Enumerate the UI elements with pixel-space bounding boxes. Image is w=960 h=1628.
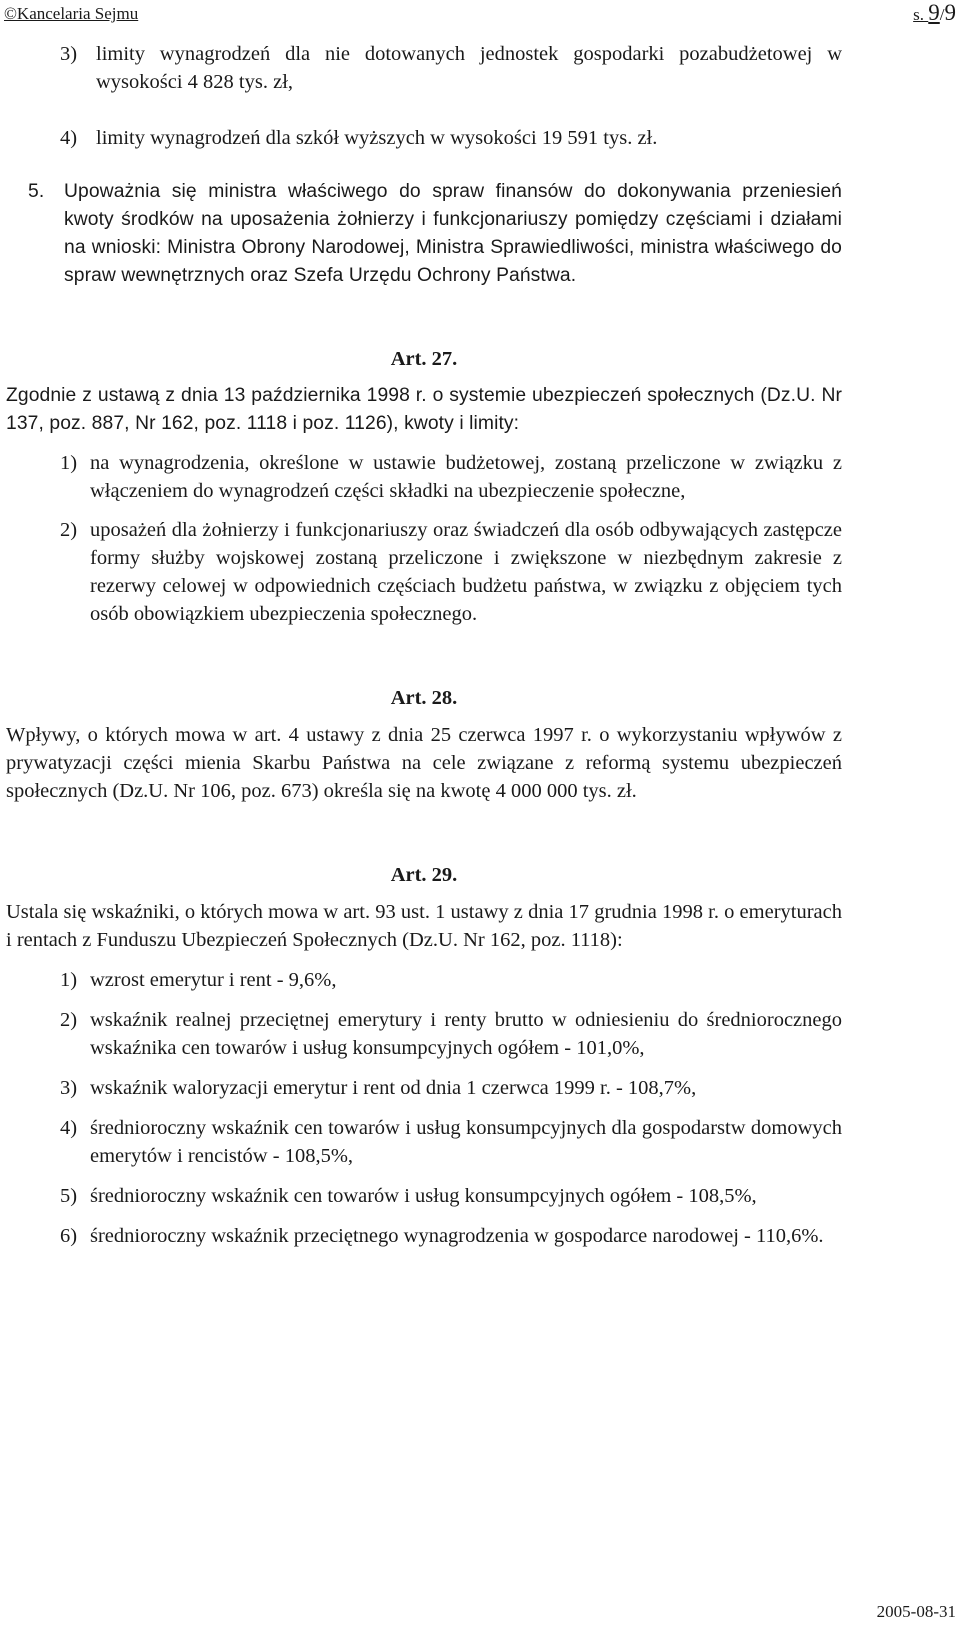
list-item bbox=[60, 1222, 842, 1250]
list-item bbox=[60, 1074, 842, 1102]
list-item-text: wzrost emerytur i rent - 9,6%, bbox=[90, 969, 337, 991]
footer-date: 2005-08-31 bbox=[876, 1602, 956, 1621]
list-item bbox=[60, 449, 842, 505]
list-item-number: 3) bbox=[60, 1077, 78, 1099]
paragraph-5 bbox=[6, 178, 842, 290]
page-separator: / bbox=[939, 5, 945, 24]
list-item-number: 3) bbox=[60, 43, 78, 65]
list-item-text: limity wynagrodzeń dla nie dotowanych jednostek gospodarki pozabudżetowej w wysokości 4 828 tys. zł, bbox=[96, 43, 842, 93]
list-item-text: średnioroczny wskaźnik cen towarów i usług konsumpcyjnych ogółem - 108,5%, bbox=[90, 1185, 757, 1207]
list-item-number: 5) bbox=[60, 1185, 78, 1207]
list-item bbox=[60, 1114, 842, 1170]
article-intro: Zgodnie z ustawą z dnia 13 października 1998 r. o systemie ubezpieczeń społecznych (Dz.U. Nr 137, poz. 887, Nr 162, poz. 1118 i poz. 1126), kwoty i limity: bbox=[6, 385, 842, 434]
article-heading: Art. 27. bbox=[390, 348, 458, 370]
list-item-text: wskaźnik waloryzacji emerytur i rent od dnia 1 czerwca 1999 r. - 108,7%, bbox=[90, 1077, 697, 1099]
list-item bbox=[60, 40, 842, 96]
list-item-text: średnioroczny wskaźnik cen towarów i usług konsumpcyjnych dla gospodarstw domowych emerytów i rencistów - 108,5%, bbox=[90, 1117, 842, 1167]
page-number bbox=[913, 2, 956, 26]
list-item-number: 4) bbox=[60, 127, 78, 149]
list-item bbox=[60, 124, 842, 152]
list-item bbox=[60, 966, 842, 994]
page-prefix: s. bbox=[913, 5, 929, 24]
list-item-text: na wynagrodzenia, określone w ustawie budżetowej, zostaną przeliczone w związku z włączeniem do wynagrodzeń części składki na ubezpieczenie społeczne, bbox=[90, 452, 842, 502]
list-item-text: limity wynagrodzeń dla szkół wyższych w wysokości 19 591 tys. zł. bbox=[96, 127, 658, 149]
page-total: 9 bbox=[944, 0, 956, 25]
list-item-text: uposażeń dla żołnierzy i funkcjonariuszy oraz świadczeń dla osób odbywających zastępcze formy służby wojskowej zostaną przeliczone i zwiększone w niezbędnym zakresie z rezerwy celowej w odpowiednich częściach budżetu państwa, w związku z objęciem tych osób obowiązkiem ubezpieczenia społecznego. bbox=[90, 519, 842, 625]
paragraph-number: 5. bbox=[28, 181, 45, 202]
article-heading: Art. 28. bbox=[390, 687, 458, 709]
list-item-text: wskaźnik realnej przeciętnej emerytury i renty brutto w odniesieniu do średniorocznego wskaźnika cen towarów i usług konsumpcyjnych ogółem - 101,0%, bbox=[90, 1009, 842, 1059]
header-left: ©Kancelaria Sejmu bbox=[4, 4, 139, 23]
page-current: 9 bbox=[928, 0, 940, 25]
list-item-number: 4) bbox=[60, 1117, 78, 1139]
list-item-number: 1) bbox=[60, 452, 78, 474]
article-intro: Ustala się wskaźniki, o których mowa w art. 93 ust. 1 ustawy z dnia 17 grudnia 1998 r. o emeryturach i rentach z Funduszu Ubezpieczeń Społecznych (Dz.U. Nr 162, poz. 1118): bbox=[6, 901, 842, 951]
list-item-number: 2) bbox=[60, 519, 78, 541]
article-text: Wpływy, o których mowa w art. 4 ustawy z dnia 25 czerwca 1997 r. o wykorzystaniu wpływów z prywatyzacji części mienia Skarbu Państwa na cele związane z reformą systemu ubezpieczeń społecznych (Dz.U. Nr 106, poz. 673) określa się na kwotę 4 000 000 tys. zł. bbox=[6, 724, 842, 802]
article-heading: Art. 29. bbox=[390, 864, 458, 886]
list-item bbox=[60, 1182, 842, 1210]
list-item-number: 2) bbox=[60, 1009, 78, 1031]
list-item-number: 6) bbox=[60, 1225, 78, 1247]
document-body bbox=[6, 40, 842, 1250]
list-item bbox=[60, 516, 842, 628]
paragraph-text: Upoważnia się ministra właściwego do spraw finansów do dokonywania przeniesień kwoty środków na uposażenia żołnierzy i funkcjonariuszy pomiędzy częściami i działami na wnioski: Ministra Obrony Narodowej, Ministra Sprawiedliwości, ministra właściwego do spraw wewnętrznych oraz Szefa Urzędu Ochrony Państwa. bbox=[64, 181, 842, 286]
list-item-text: średnioroczny wskaźnik przeciętnego wynagrodzenia w gospodarce narodowej - 110,6%. bbox=[90, 1225, 824, 1247]
list-item-number: 1) bbox=[60, 969, 78, 991]
list-item bbox=[60, 1006, 842, 1062]
